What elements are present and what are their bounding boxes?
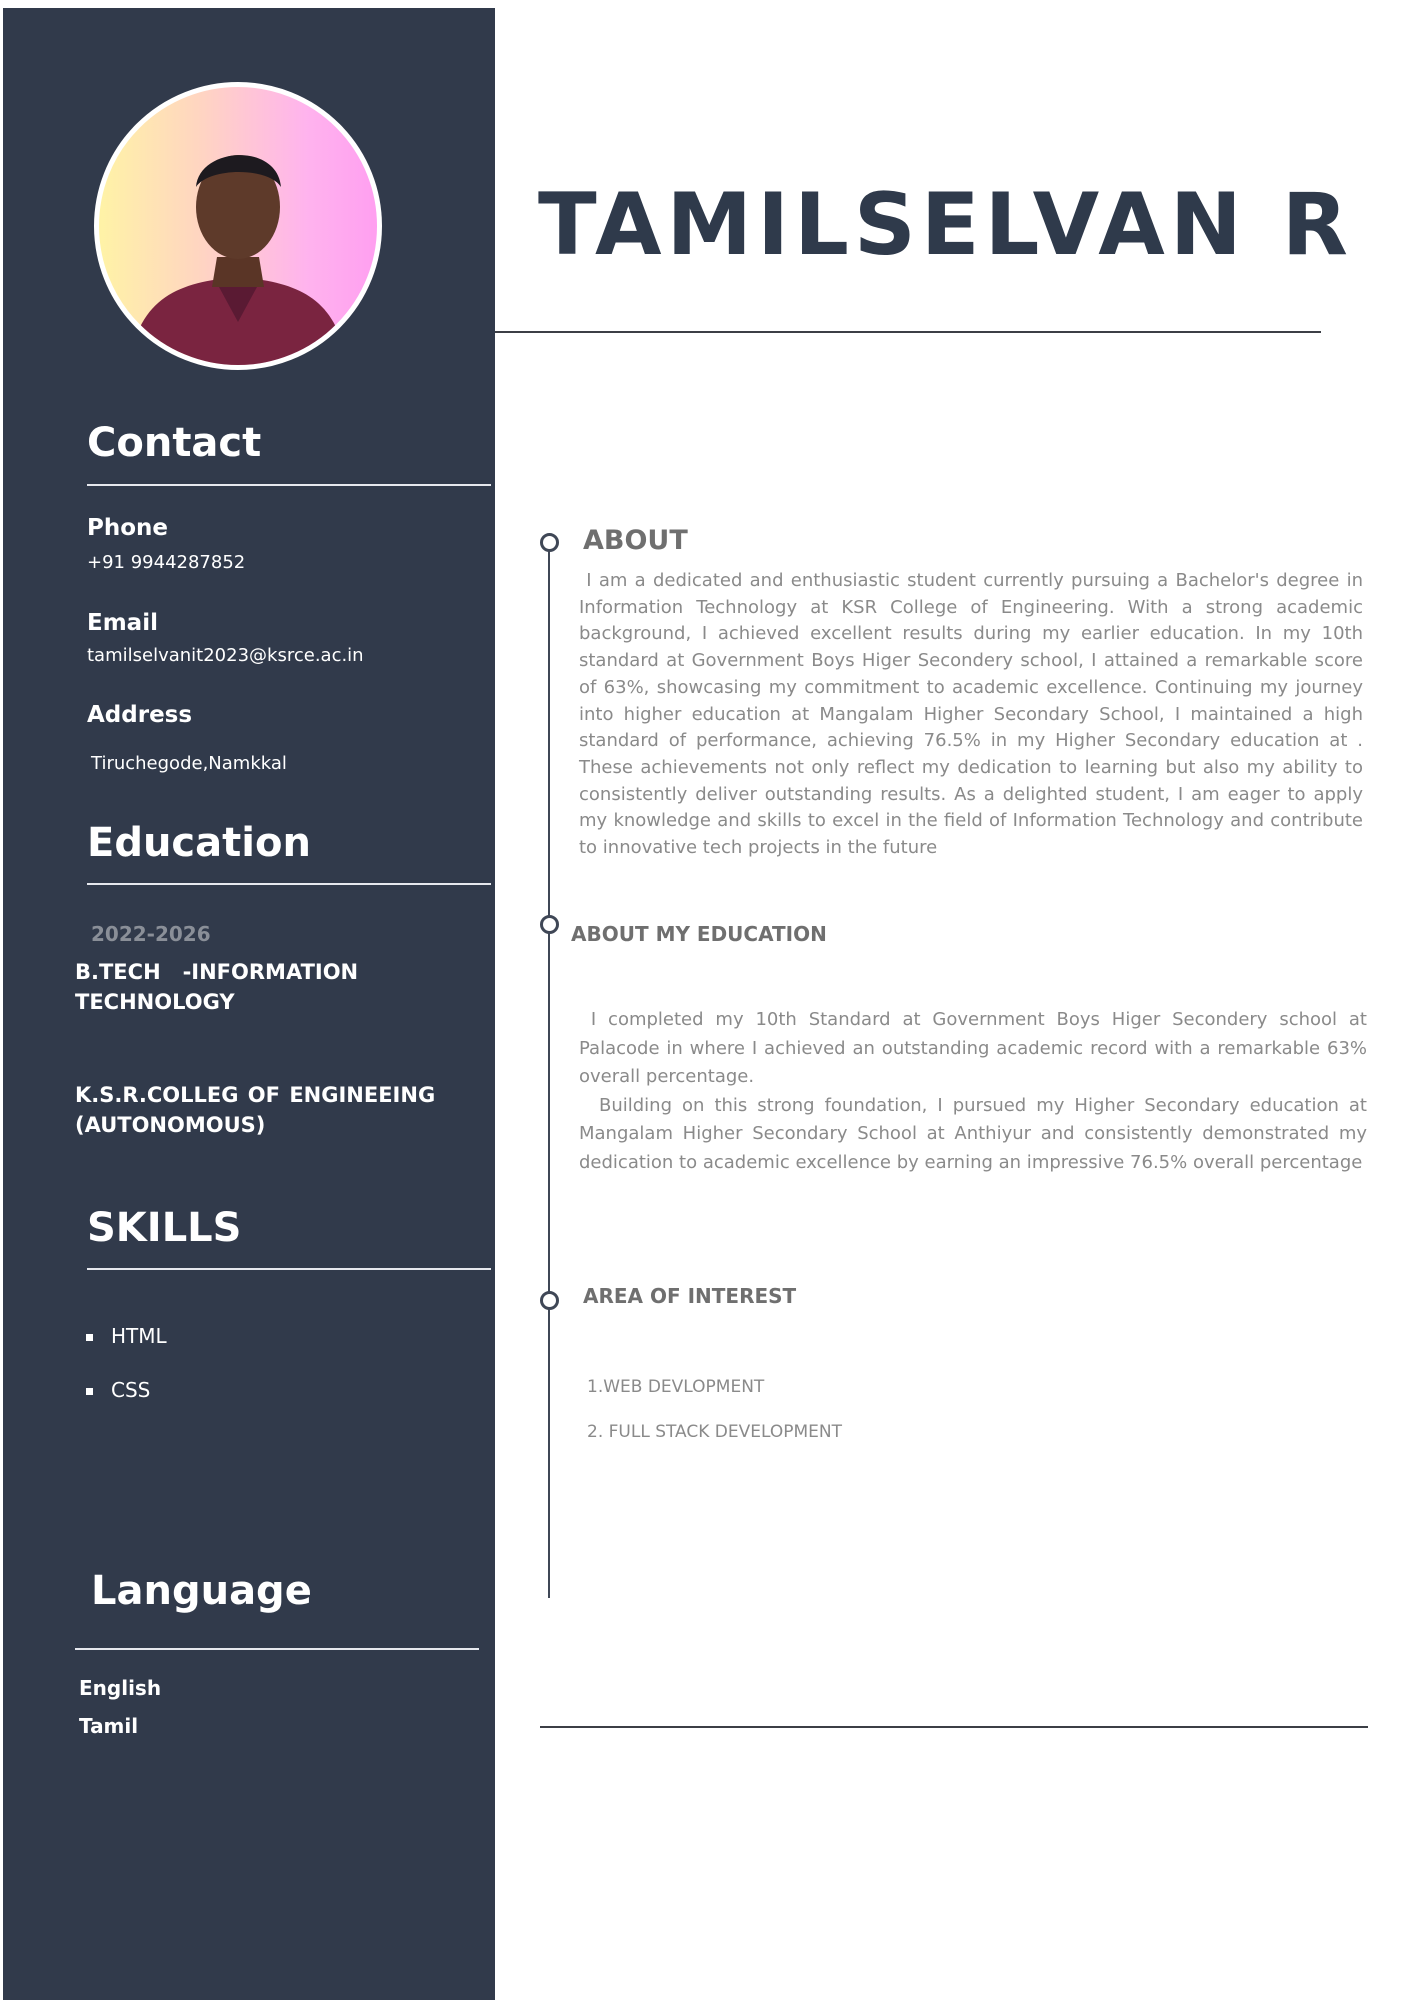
address-label: Address bbox=[87, 702, 193, 728]
language-item: English bbox=[79, 1676, 162, 1700]
college-line-2: (AUTONOMOUS) bbox=[75, 1113, 266, 1137]
college-line-1: K.S.R.COLLEG OF ENGINEEING bbox=[75, 1083, 436, 1107]
address-value: Tiruchegode,Namkkal bbox=[91, 753, 287, 774]
interest-heading: AREA OF INTEREST bbox=[583, 1284, 797, 1308]
degree-line-1: B.TECH -INFORMATION bbox=[75, 960, 359, 984]
name-divider bbox=[495, 331, 1321, 333]
contact-divider bbox=[87, 484, 491, 486]
about-education-heading: ABOUT MY EDUCATION bbox=[571, 922, 827, 946]
degree-line-2: TECHNOLOGY bbox=[75, 990, 235, 1014]
about-heading: ABOUT bbox=[583, 525, 688, 556]
phone-value: +91 9944287852 bbox=[87, 552, 246, 573]
phone-label: Phone bbox=[87, 515, 169, 541]
timeline-node-icon bbox=[540, 1291, 559, 1310]
about-education-text bbox=[579, 1006, 1367, 1177]
person-silhouette-icon bbox=[99, 87, 377, 365]
skills-heading: SKILLS bbox=[87, 1205, 242, 1251]
education-degree bbox=[75, 957, 358, 1017]
education-paragraph-1: I completed my 10th Standard at Government Boys Higer Secondery school at Palacode in where I achieved an outstanding academic record with a remarkable 63% overall percentage. bbox=[579, 1009, 1367, 1087]
interest-item: 1.WEB DEVLOPMENT bbox=[587, 1377, 765, 1397]
timeline-node-icon bbox=[540, 533, 559, 552]
language-item: Tamil bbox=[79, 1714, 139, 1738]
language-heading: Language bbox=[91, 1568, 312, 1614]
education-heading: Education bbox=[87, 820, 311, 866]
bullet-icon bbox=[86, 1334, 93, 1341]
timeline-line bbox=[548, 542, 550, 1598]
skill-item: HTML bbox=[111, 1324, 167, 1348]
email-label: Email bbox=[87, 610, 158, 636]
about-text: I am a dedicated and enthusiastic student currently pursuing a Bachelor's degree in Information Technology at KSR College of Engineering. With a strong academic background, I achieved excellent results during my earlier education. In my 10th standard at Government Boys Higer Secondery school, I attained a remarkable score of 63%, showcasing my commitment to academic excellence. Continuing my journey into higher education at Mangalam Higher Secondary School, I maintained a high standard of performance, achieving 76.5% in my Higher Secondary education at . These achievements not only reflect my dedication to learning but also my ability to consistently deliver outstanding results. As a delighted student, I am eager to apply my knowledge and skills to excel in the field of Information Technology and contribute to innovative tech projects in the future bbox=[579, 570, 1363, 859]
contact-heading: Contact bbox=[87, 420, 262, 466]
education-paragraph-2: Building on this strong foundation, I pursued my Higher Secondary education at Mangalam Higher Secondary School at Anthiyur and consistently demonstrated my dedication to academic excellence by earning an impressive 76.5% overall percentage bbox=[579, 1094, 1367, 1173]
skill-item: CSS bbox=[111, 1378, 151, 1402]
education-college bbox=[75, 1080, 435, 1140]
language-divider bbox=[75, 1648, 479, 1650]
bullet-icon bbox=[86, 1388, 93, 1395]
candidate-name: TAMILSELVAN R bbox=[538, 175, 1353, 275]
footer-divider bbox=[540, 1726, 1368, 1728]
profile-photo bbox=[94, 82, 382, 370]
interest-item: 2. FULL STACK DEVELOPMENT bbox=[587, 1422, 843, 1442]
education-divider bbox=[87, 883, 491, 885]
skills-divider bbox=[87, 1268, 491, 1270]
timeline-node-icon bbox=[540, 915, 559, 934]
education-years: 2022-2026 bbox=[91, 922, 211, 946]
email-value: tamilselvanit2023@ksrce.ac.in bbox=[87, 645, 364, 666]
